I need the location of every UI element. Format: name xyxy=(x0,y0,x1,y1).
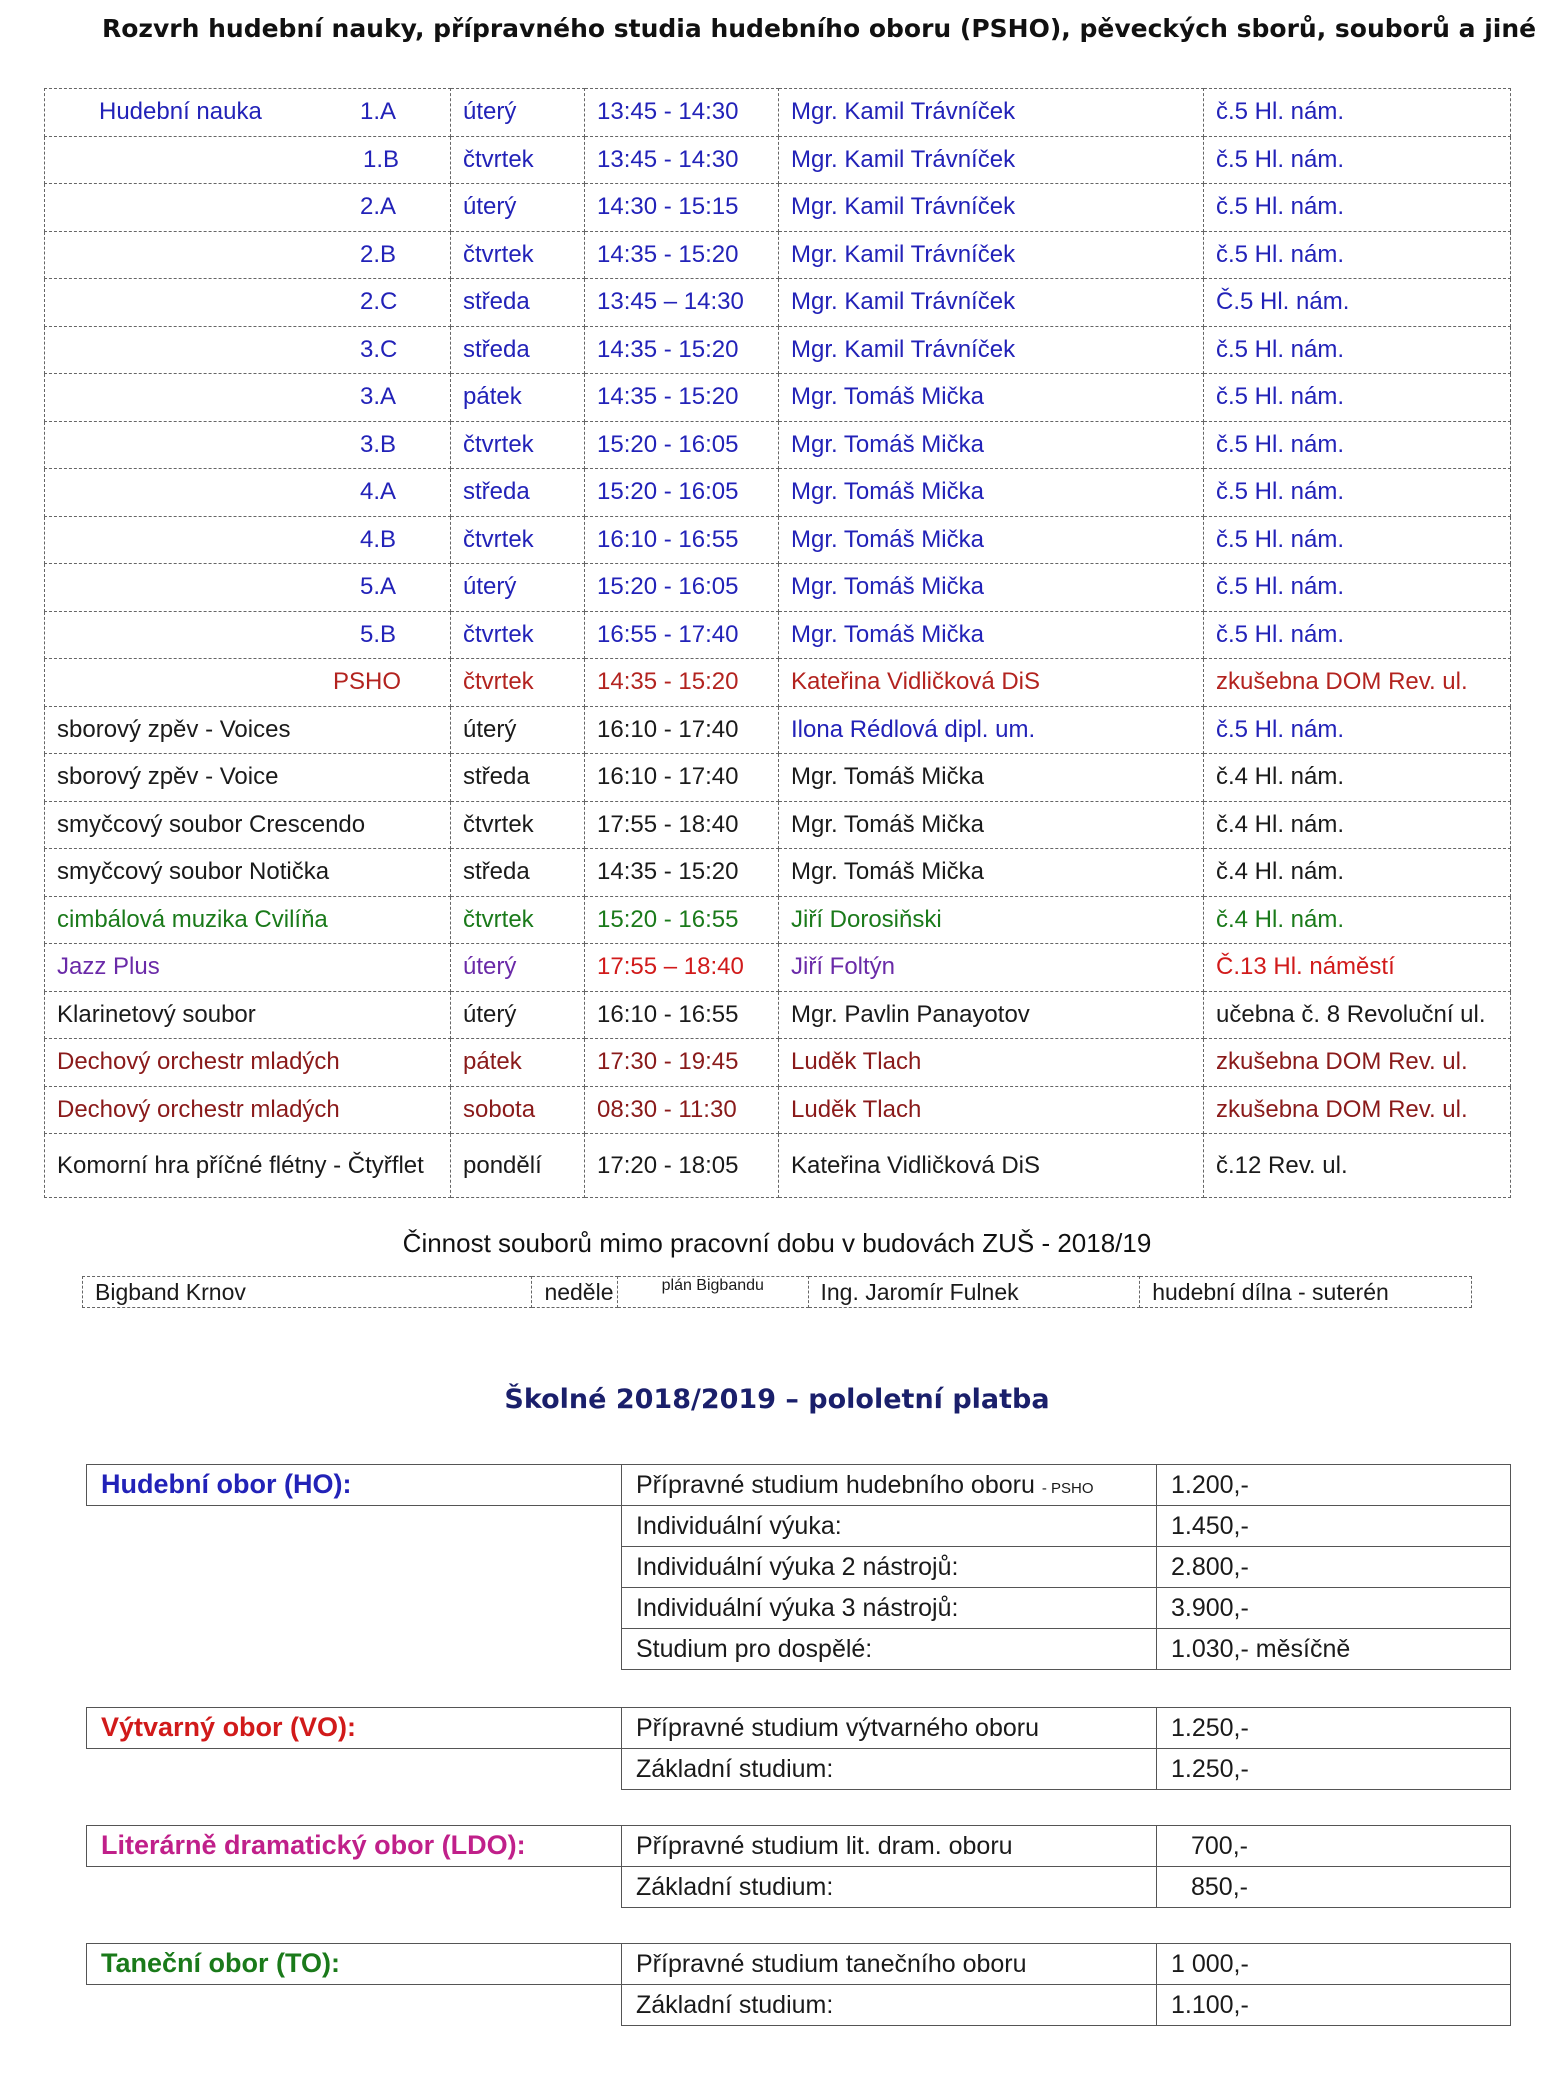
table-row xyxy=(45,754,1511,802)
time-cell: 08:30 - 11:30 xyxy=(585,1086,779,1134)
teacher-cell: Mgr. Tomáš Mička xyxy=(779,374,1204,422)
table-row xyxy=(45,564,1511,612)
class-label: 4.B xyxy=(360,525,397,553)
teacher-cell: Mgr. Kamil Trávníček xyxy=(779,326,1204,374)
room-cell: č.5 Hl. nám. xyxy=(1204,326,1511,374)
class-label: 2.C xyxy=(360,288,398,316)
teacher-cell: Ing. Jaromír Fulnek xyxy=(808,1277,1140,1308)
plan-cell: plán Bigbandu xyxy=(618,1277,808,1308)
fee-name: Individuální výuka: xyxy=(622,1506,1157,1547)
ensemble-name: sborový zpěv - Voice xyxy=(45,754,451,802)
table-row xyxy=(45,611,1511,659)
fee-name: Základní studium: xyxy=(622,1867,1157,1908)
room-cell: č.5 Hl. nám. xyxy=(1204,611,1511,659)
fee-name: Přípravné studium lit. dram. oboru xyxy=(622,1826,1157,1867)
teacher-cell: Mgr. Kamil Trávníček xyxy=(779,136,1204,184)
room-cell: č.5 Hl. nám. xyxy=(1204,89,1511,137)
ensemble-name: sborový zpěv - Voices xyxy=(45,706,451,754)
time-cell: 17:30 - 19:45 xyxy=(585,1039,779,1087)
time-cell: 14:35 - 15:20 xyxy=(585,231,779,279)
fee-block-ldo xyxy=(86,1825,1510,1907)
room-cell: Č.5 Hl. nám. xyxy=(1204,279,1511,327)
teacher-cell: Kateřina Vidličková DiS xyxy=(779,659,1204,707)
room-cell: č.5 Hl. nám. xyxy=(1204,136,1511,184)
class-label: 5.B xyxy=(360,620,397,648)
teacher-cell: Jiří Foltýn xyxy=(779,944,1204,992)
day-cell: čtvrtek xyxy=(451,801,585,849)
table-row xyxy=(45,231,1511,279)
class-label: 1.A xyxy=(360,98,397,126)
fee-name: Přípravné studium tanečního oboru xyxy=(622,1944,1157,1985)
schedule-table xyxy=(44,88,1511,1198)
fee-amount: 1.250,- xyxy=(1157,1749,1511,1790)
table-row xyxy=(45,944,1511,992)
room-cell: zkušebna DOM Rev. ul. xyxy=(1204,1039,1511,1087)
fee-amount: 1.250,- xyxy=(1157,1708,1511,1749)
outside-activity-table xyxy=(82,1276,1472,1308)
fee-category-header xyxy=(86,1707,622,1749)
time-cell: 14:35 - 15:20 xyxy=(585,849,779,897)
table-row xyxy=(622,1867,1511,1908)
fee-block-ho xyxy=(86,1464,1510,1669)
teacher-cell: Mgr. Tomáš Mička xyxy=(779,801,1204,849)
fee-name xyxy=(622,1465,1157,1506)
table-row xyxy=(45,326,1511,374)
ensemble-name: Komorní hra příčné flétny - Čtyřflet xyxy=(45,1134,451,1198)
day-cell: čtvrtek xyxy=(451,659,585,707)
fee-name: Individuální výuka 3 nástrojů: xyxy=(622,1588,1157,1629)
time-cell: 13:45 - 14:30 xyxy=(585,89,779,137)
day-cell: sobota xyxy=(451,1086,585,1134)
day-cell: středa xyxy=(451,279,585,327)
room-cell: č.5 Hl. nám. xyxy=(1204,184,1511,232)
time-cell: 14:30 - 15:15 xyxy=(585,184,779,232)
ensemble-name: smyčcový soubor Notička xyxy=(45,849,451,897)
fee-category-header xyxy=(86,1825,622,1867)
room-cell: č.5 Hl. nám. xyxy=(1204,374,1511,422)
time-cell: 17:20 - 18:05 xyxy=(585,1134,779,1198)
day-cell: úterý xyxy=(451,564,585,612)
table-row xyxy=(622,1506,1511,1547)
teacher-cell: Mgr. Tomáš Mička xyxy=(779,469,1204,517)
day-cell: čtvrtek xyxy=(451,136,585,184)
ensemble-name: Bigband Krnov xyxy=(83,1277,532,1308)
ensemble-name: cimbálová muzika Cvilíňa xyxy=(45,896,451,944)
teacher-cell: Mgr. Tomáš Mička xyxy=(779,564,1204,612)
table-row xyxy=(622,1547,1511,1588)
time-cell: 14:35 - 15:20 xyxy=(585,374,779,422)
time-cell: 13:45 – 14:30 xyxy=(585,279,779,327)
table-row xyxy=(45,469,1511,517)
table-row xyxy=(45,1039,1511,1087)
table-row xyxy=(622,1944,1511,1985)
table-row xyxy=(622,1826,1511,1867)
fee-block-to xyxy=(86,1943,1510,2025)
day-cell: čtvrtek xyxy=(451,231,585,279)
ensemble-name: Dechový orchestr mladých xyxy=(45,1086,451,1134)
table-row xyxy=(45,374,1511,422)
table-row xyxy=(45,659,1511,707)
teacher-cell: Luděk Tlach xyxy=(779,1086,1204,1134)
day-cell: čtvrtek xyxy=(451,611,585,659)
table-row xyxy=(45,516,1511,564)
ensemble-name: Dechový orchestr mladých xyxy=(45,1039,451,1087)
class-label: 2.B xyxy=(360,240,397,268)
room-cell: č.12 Rev. ul. xyxy=(1204,1134,1511,1198)
ensemble-name: Klarinetový soubor xyxy=(45,991,451,1039)
fee-name: Základní studium: xyxy=(622,1749,1157,1790)
room-cell: č.5 Hl. nám. xyxy=(1204,231,1511,279)
table-row xyxy=(45,706,1511,754)
time-cell: 16:10 - 17:40 xyxy=(585,706,779,754)
room-cell: č.4 Hl. nám. xyxy=(1204,801,1511,849)
day-cell: středa xyxy=(451,326,585,374)
table-row xyxy=(45,1134,1511,1198)
table-row xyxy=(83,1277,1472,1308)
fee-category-label: Výtvarný obor (VO): xyxy=(101,1712,357,1742)
day-cell: čtvrtek xyxy=(451,516,585,564)
fee-amount: 2.800,- xyxy=(1157,1547,1511,1588)
table-row xyxy=(45,849,1511,897)
teacher-cell: Mgr. Pavlin Panayotov xyxy=(779,991,1204,1039)
table-row xyxy=(45,89,1511,137)
table-row xyxy=(45,1086,1511,1134)
outside-activity-title: Činnost souborů mimo pracovní dobu v budovách ZUŠ - 2018/19 xyxy=(402,1228,1152,1258)
fee-category-header xyxy=(86,1943,622,1985)
time-cell: 17:55 - 18:40 xyxy=(585,801,779,849)
room-cell: č.4 Hl. nám. xyxy=(1204,849,1511,897)
day-cell: úterý xyxy=(451,944,585,992)
fee-name: Studium pro dospělé: xyxy=(622,1629,1157,1670)
room-cell: č.5 Hl. nám. xyxy=(1204,421,1511,469)
time-cell: 15:20 - 16:55 xyxy=(585,896,779,944)
room-cell: zkušebna DOM Rev. ul. xyxy=(1204,659,1511,707)
time-cell: 17:55 – 18:40 xyxy=(585,944,779,992)
time-cell: 16:55 - 17:40 xyxy=(585,611,779,659)
table-row xyxy=(45,801,1511,849)
fee-amount: 850,- xyxy=(1157,1867,1511,1908)
fee-amount: 700,- xyxy=(1157,1826,1511,1867)
teacher-cell: Mgr. Tomáš Mička xyxy=(779,611,1204,659)
fee-table xyxy=(621,1707,1511,1790)
day-cell: středa xyxy=(451,849,585,897)
teacher-cell: Mgr. Kamil Trávníček xyxy=(779,231,1204,279)
fee-amount: 1.030,- měsíčně xyxy=(1157,1629,1511,1670)
fee-table xyxy=(621,1464,1511,1670)
table-row xyxy=(622,1708,1511,1749)
fee-amount: 1.100,- xyxy=(1157,1985,1511,2026)
fee-amount: 1.450,- xyxy=(1157,1506,1511,1547)
table-row xyxy=(622,1465,1511,1506)
teacher-cell: Ilona Rédlová dipl. um. xyxy=(779,706,1204,754)
room-cell: učebna č. 8 Revoluční ul. xyxy=(1204,991,1511,1039)
day-cell: pondělí xyxy=(451,1134,585,1198)
page-title: Rozvrh hudební nauky, přípravného studia hudebního oboru (PSHO), pěveckých sborů, souborů a jiné xyxy=(102,14,1537,43)
table-row xyxy=(622,1588,1511,1629)
table-row xyxy=(45,896,1511,944)
time-cell: 16:10 - 16:55 xyxy=(585,516,779,564)
ensemble-name: smyčcový soubor Crescendo xyxy=(45,801,451,849)
room-cell: č.5 Hl. nám. xyxy=(1204,516,1511,564)
table-row xyxy=(45,184,1511,232)
table-row xyxy=(45,991,1511,1039)
fee-category-label: Taneční obor (TO): xyxy=(101,1948,340,1978)
teacher-cell: Mgr. Tomáš Mička xyxy=(779,849,1204,897)
teacher-cell: Mgr. Kamil Trávníček xyxy=(779,89,1204,137)
teacher-cell: Mgr. Kamil Trávníček xyxy=(779,279,1204,327)
teacher-cell: Kateřina Vidličková DiS xyxy=(779,1134,1204,1198)
day-cell: středa xyxy=(451,754,585,802)
fees-title: Školné 2018/2019 – pololetní platba xyxy=(504,1384,1050,1415)
class-label: 4.A xyxy=(360,478,397,506)
day-cell: pátek xyxy=(451,374,585,422)
teacher-cell: Mgr. Tomáš Mička xyxy=(779,516,1204,564)
class-label: 3.A xyxy=(360,383,397,411)
room-cell: č.5 Hl. nám. xyxy=(1204,564,1511,612)
teacher-cell: Mgr. Kamil Trávníček xyxy=(779,184,1204,232)
time-cell: 14:35 - 15:20 xyxy=(585,659,779,707)
day-cell: neděle xyxy=(532,1277,618,1308)
fee-table xyxy=(621,1943,1511,2026)
fee-category-header xyxy=(86,1464,622,1506)
class-label: 3.B xyxy=(360,430,397,458)
group-label: Hudební nauka xyxy=(99,98,262,126)
fee-table xyxy=(621,1825,1511,1908)
room-cell: zkušebna DOM Rev. ul. xyxy=(1204,1086,1511,1134)
table-row xyxy=(45,279,1511,327)
table-row xyxy=(45,136,1511,184)
class-label: 3.C xyxy=(360,335,398,363)
fee-name-text: Přípravné studium hudebního oboru xyxy=(636,1470,1035,1499)
time-cell: 14:35 - 15:20 xyxy=(585,326,779,374)
teacher-cell: Mgr. Tomáš Mička xyxy=(779,421,1204,469)
ensemble-name: Jazz Plus xyxy=(45,944,451,992)
teacher-cell: Luděk Tlach xyxy=(779,1039,1204,1087)
fee-name: Základní studium: xyxy=(622,1985,1157,2026)
day-cell: úterý xyxy=(451,184,585,232)
fee-note: - PSHO xyxy=(1041,1479,1094,1497)
class-label: 2.A xyxy=(360,193,397,221)
day-cell: čtvrtek xyxy=(451,421,585,469)
day-cell: úterý xyxy=(451,706,585,754)
class-label: 5.A xyxy=(360,573,397,601)
room-cell: č.4 Hl. nám. xyxy=(1204,896,1511,944)
room-cell: Č.13 Hl. náměstí xyxy=(1204,944,1511,992)
table-row xyxy=(622,1749,1511,1790)
table-row xyxy=(622,1985,1511,2026)
fee-name: Individuální výuka 2 nástrojů: xyxy=(622,1547,1157,1588)
time-cell: 15:20 - 16:05 xyxy=(585,469,779,517)
fee-name: Přípravné studium výtvarného oboru xyxy=(622,1708,1157,1749)
day-cell: úterý xyxy=(451,991,585,1039)
time-cell: 15:20 - 16:05 xyxy=(585,564,779,612)
time-cell: 16:10 - 16:55 xyxy=(585,991,779,1039)
fee-amount: 1.200,- xyxy=(1157,1465,1511,1506)
table-row xyxy=(622,1629,1511,1670)
day-cell: úterý xyxy=(451,89,585,137)
fee-category-label: Hudební obor (HO): xyxy=(101,1469,352,1499)
time-cell: 15:20 - 16:05 xyxy=(585,421,779,469)
teacher-cell: Jiří Dorosiňski xyxy=(779,896,1204,944)
room-cell: hudební dílna - suterén xyxy=(1140,1277,1472,1308)
room-cell: č.5 Hl. nám. xyxy=(1204,469,1511,517)
room-cell: č.4 Hl. nám. xyxy=(1204,754,1511,802)
teacher-cell: Mgr. Tomáš Mička xyxy=(779,754,1204,802)
day-cell: středa xyxy=(451,469,585,517)
fee-category-label: Literárně dramatický obor (LDO): xyxy=(101,1830,526,1860)
fee-amount: 3.900,- xyxy=(1157,1588,1511,1629)
day-cell: pátek xyxy=(451,1039,585,1087)
fee-amount: 1 000,- xyxy=(1157,1944,1511,1985)
room-cell: č.5 Hl. nám. xyxy=(1204,706,1511,754)
table-row xyxy=(45,421,1511,469)
class-label: PSHO xyxy=(333,668,402,696)
class-label: 1.B xyxy=(363,145,400,173)
fee-block-vo xyxy=(86,1707,1510,1789)
day-cell: čtvrtek xyxy=(451,896,585,944)
time-cell: 16:10 - 17:40 xyxy=(585,754,779,802)
time-cell: 13:45 - 14:30 xyxy=(585,136,779,184)
